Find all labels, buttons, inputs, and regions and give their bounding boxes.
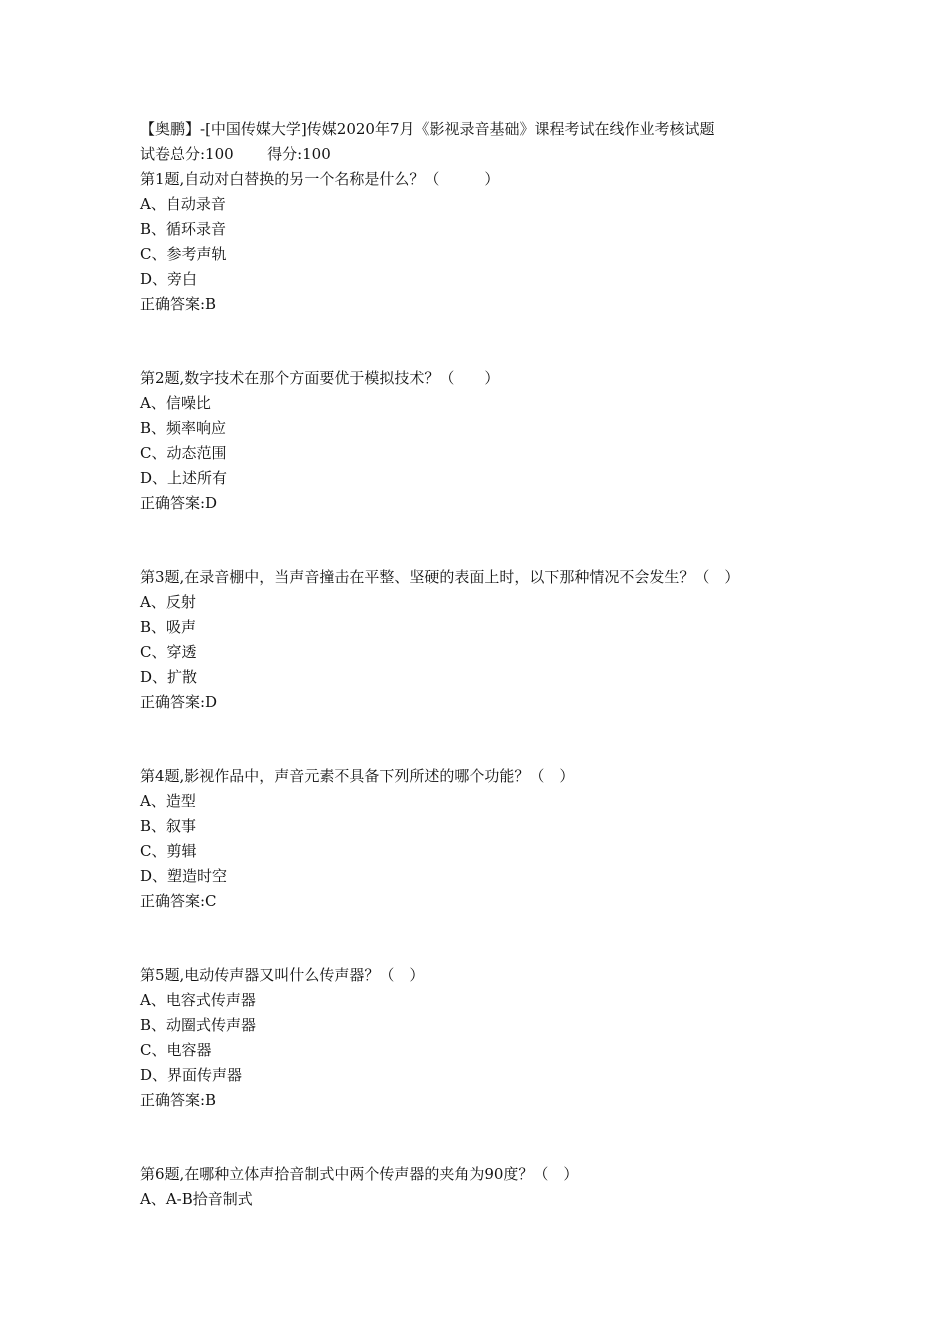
question-5 <box>140 963 900 1113</box>
option-c: C、剪辑 <box>140 842 197 860</box>
option-d: D、扩散 <box>140 668 198 686</box>
option-d: D、旁白 <box>140 270 198 288</box>
question-4 <box>140 764 900 914</box>
question-6 <box>140 1162 900 1212</box>
option-c: C、电容器 <box>140 1041 212 1059</box>
option-c: C、参考声轨 <box>140 245 227 263</box>
option-b: B、频率响应 <box>140 419 227 437</box>
correct-answer: 正确答案:D <box>140 494 218 512</box>
question-stem: 第6题,在哪种立体声拾音制式中两个传声器的夹角为90度？（ ） <box>140 1165 579 1183</box>
correct-answer: 正确答案:B <box>140 295 217 313</box>
option-d: D、塑造时空 <box>140 867 228 885</box>
option-d: D、上述所有 <box>140 469 228 487</box>
option-b: B、循环录音 <box>140 220 227 238</box>
total-score: 试卷总分:100 <box>140 145 234 163</box>
option-a: A、信噪比 <box>140 394 211 412</box>
option-a: A、造型 <box>140 792 196 810</box>
option-a: A、电容式传声器 <box>140 991 256 1009</box>
option-b: B、叙事 <box>140 817 197 835</box>
question-3 <box>140 565 900 715</box>
option-d: D、界面传声器 <box>140 1066 243 1084</box>
correct-answer: 正确答案:B <box>140 1091 217 1109</box>
question-2 <box>140 366 900 516</box>
option-c: C、穿透 <box>140 643 197 661</box>
option-a: A、A-B拾音制式 <box>140 1190 253 1208</box>
option-b: B、动圈式传声器 <box>140 1016 257 1034</box>
question-stem: 第5题,电动传声器又叫什么传声器？（ ） <box>140 966 425 984</box>
document-page <box>140 117 900 1212</box>
option-b: B、吸声 <box>140 618 197 636</box>
question-stem: 第4题,影视作品中，声音元素不具备下列所述的哪个功能？（ ） <box>140 767 575 785</box>
question-1 <box>140 167 900 317</box>
obtained-score: 得分:100 <box>267 145 331 163</box>
question-stem: 第1题,自动对白替换的另一个名称是什么？（ ） <box>140 170 500 188</box>
option-a: A、反射 <box>140 593 196 611</box>
option-c: C、动态范围 <box>140 444 227 462</box>
correct-answer: 正确答案:D <box>140 693 218 711</box>
option-a: A、自动录音 <box>140 195 226 213</box>
correct-answer: 正确答案:C <box>140 892 217 910</box>
question-stem: 第3题,在录音棚中，当声音撞击在平整、坚硬的表面上时，以下那种情况不会发生？（ ） <box>140 568 740 586</box>
document-title: 【奥鹏】-[中国传媒大学]传媒2020年7月《影视录音基础》课程考试在线作业考核试题 <box>140 120 715 138</box>
question-stem: 第2题,数字技术在那个方面要优于模拟技术？（ ） <box>140 369 500 387</box>
score-line <box>140 142 900 167</box>
